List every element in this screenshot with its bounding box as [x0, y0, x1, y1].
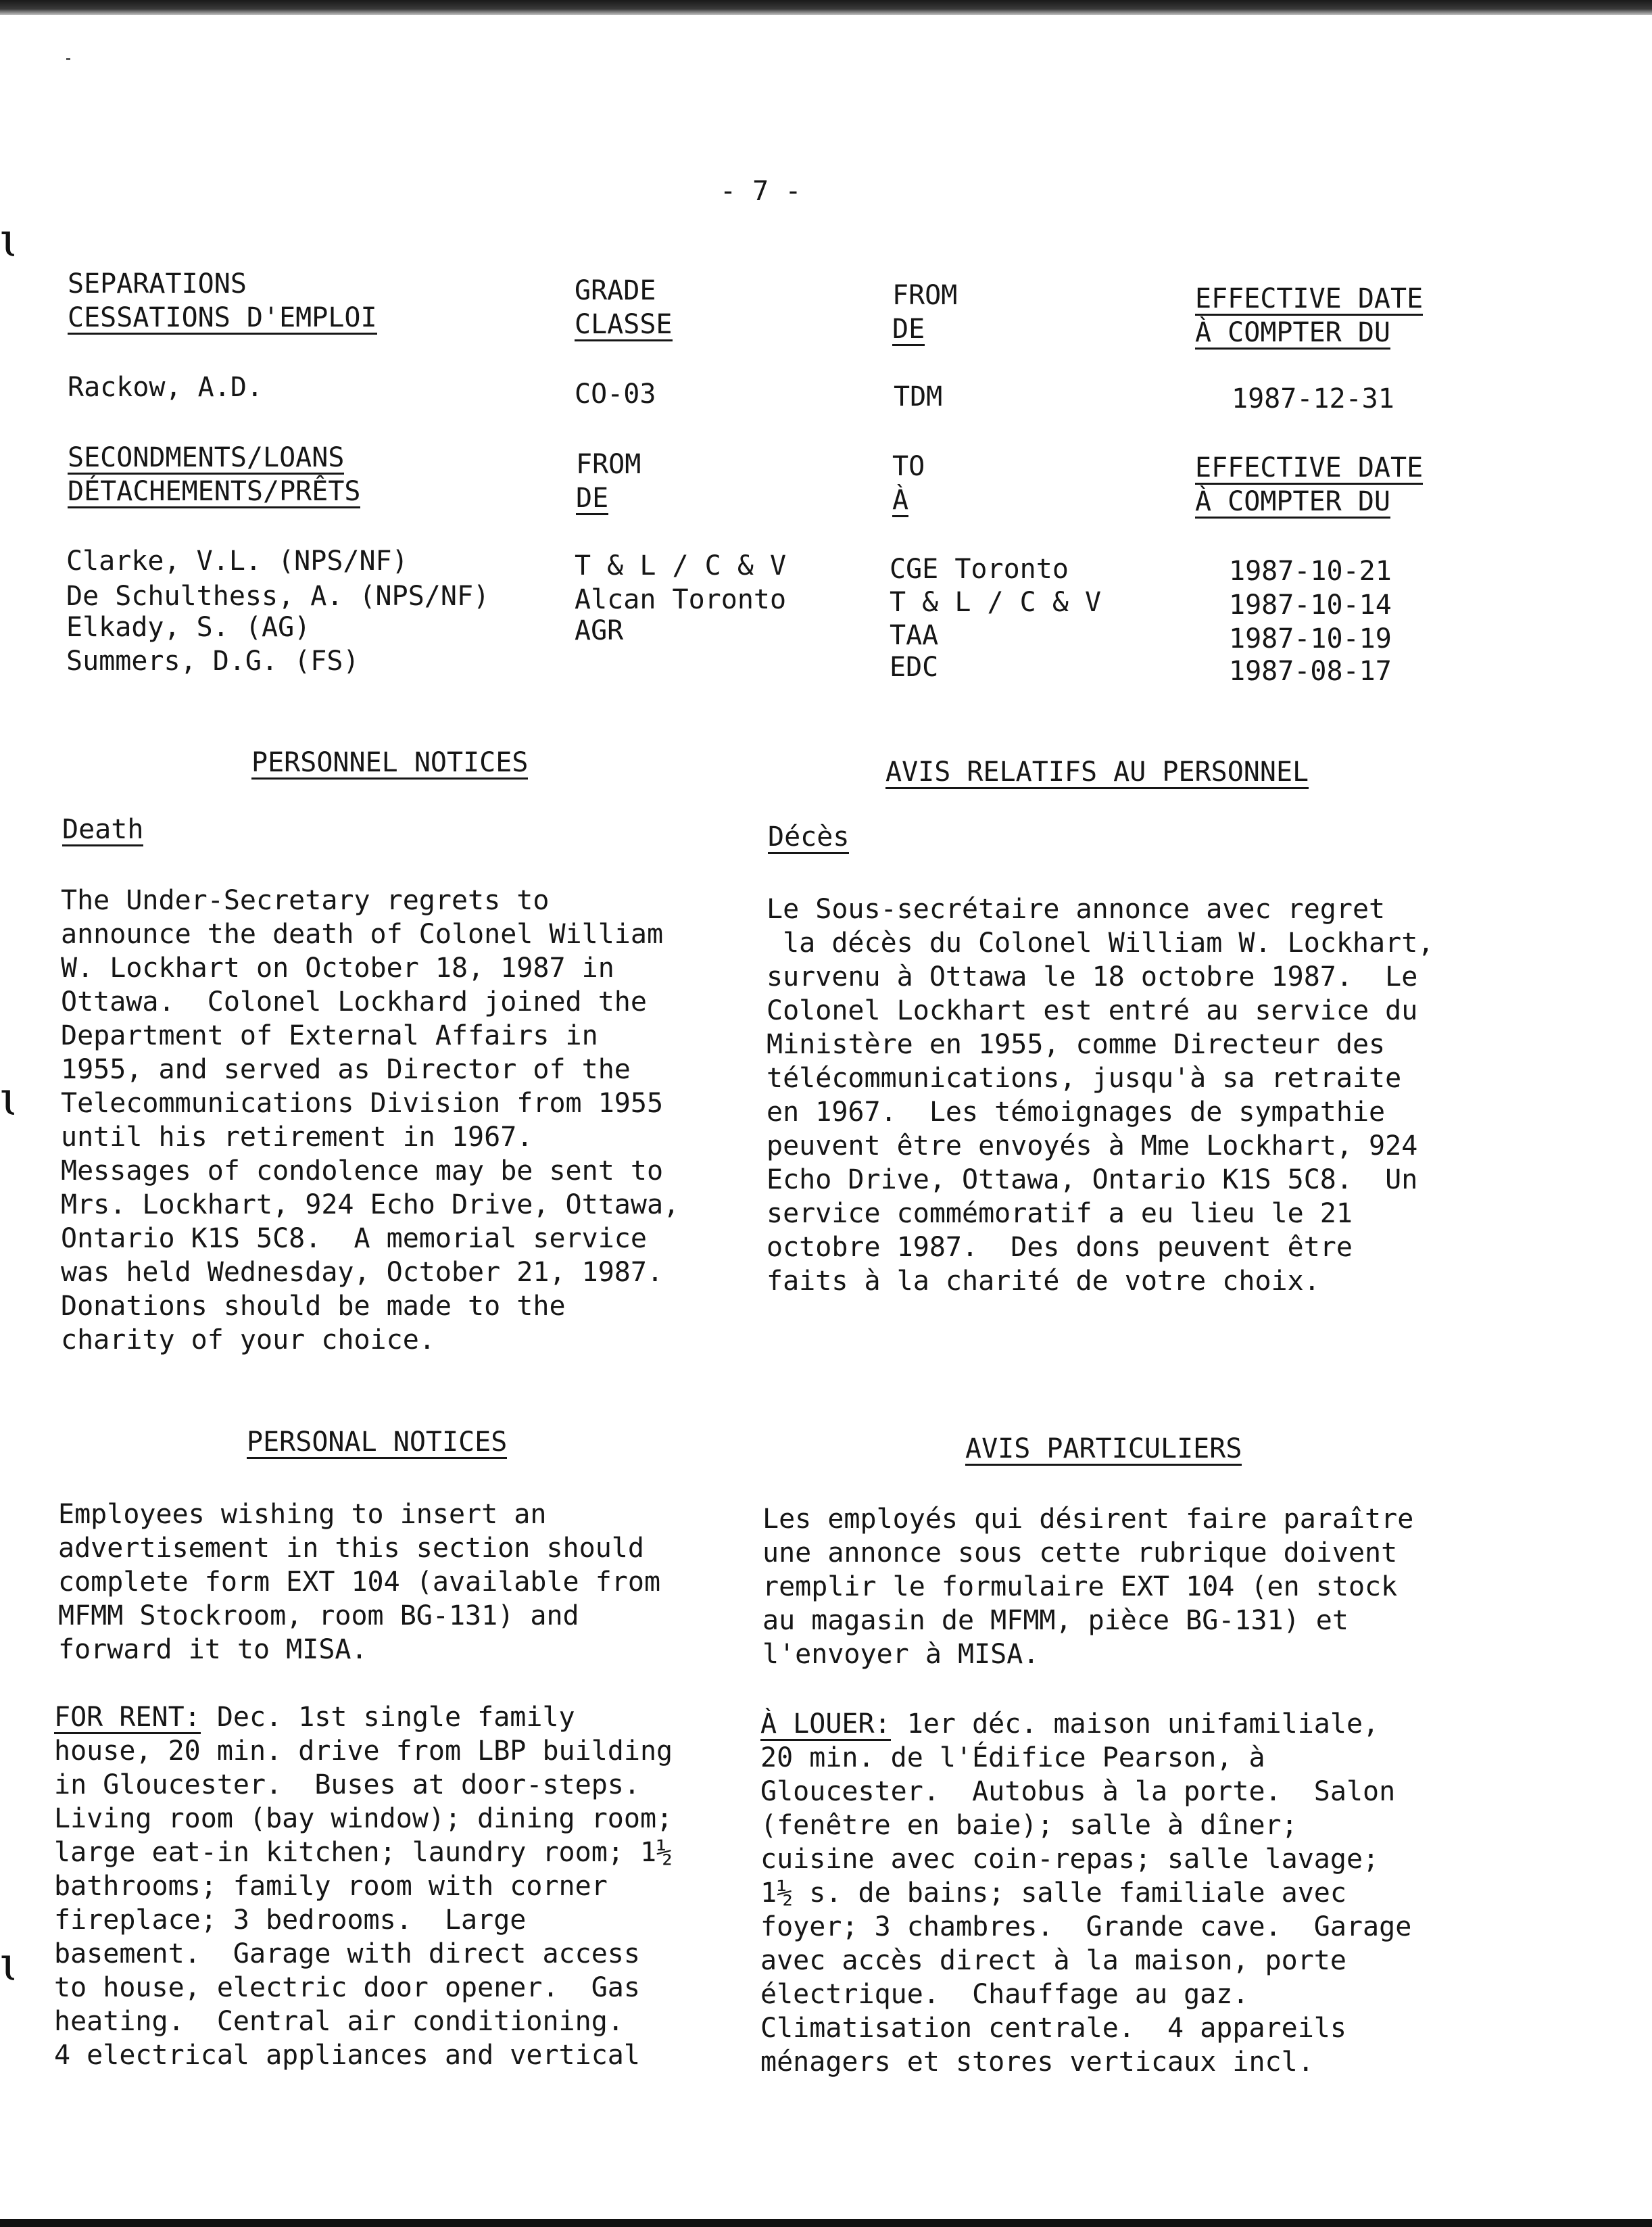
separations-grade-fr: CLASSE [575, 309, 673, 340]
personnel-notices-heading-text: PERSONNEL NOTICES [251, 747, 529, 778]
margin-mark-bottom: ɩ [0, 1936, 19, 1992]
secondments-date-fr: À COMPTER DU [1195, 486, 1390, 517]
separations-header-fr: CESSATIONS D'EMPLOI [68, 302, 377, 333]
a-louer-label: À LOUER: [760, 1708, 891, 1740]
personal-notices-heading [247, 1425, 507, 1459]
avis-personnel-heading [885, 755, 1309, 789]
separations-date-en: EFFECTIVE DATE [1195, 283, 1424, 314]
page-number: - 7 - [720, 176, 802, 207]
death-subheading [62, 813, 143, 846]
avis-personnel-heading-text: AVIS RELATIFS AU PERSONNEL [885, 757, 1309, 788]
personal-notices-heading-text: PERSONAL NOTICES [247, 1427, 508, 1458]
separations-from-fr: DE [892, 314, 925, 345]
for-rent-label: FOR RENT: [54, 1702, 201, 1733]
death-notice-en: The Under-Secretary regrets to announce the death of Colonel William W. Lockhart on October 18, 1987 in Ottawa. Colonel Lockhard joined the Department of External Affairs in 1955, and served as Director of the Telecommunications Division from 1955 until his retirement in 1967. Messages of condolence may be sent to Mrs. Lockhart, 924 Echo Drive, Ottawa, Ontario K1S 5C8. A memorial service was held Wednesday, October 21, 1987. Donations should be made to the charity of your choice. [61, 885, 680, 1356]
secondments-header-name [68, 441, 360, 508]
scan-bottom-edge [0, 2219, 1652, 2227]
secondment-row-to: EDC [890, 652, 939, 683]
secondment-row-from: AGR [575, 615, 624, 646]
separations-header-from [892, 279, 957, 346]
secondments-to-en: TO [892, 451, 925, 482]
avis-particuliers-heading-text: AVIS PARTICULIERS [965, 1433, 1242, 1464]
secondments-to-fr: À [892, 485, 909, 516]
separations-row-name: Rackow, A.D. [68, 372, 263, 403]
a-louer-ad-fr [760, 1707, 1411, 2079]
secondments-header-date [1195, 451, 1423, 519]
secondment-row-from: T & L / C & V [575, 550, 787, 581]
separations-header-en: SEPARATIONS [68, 268, 247, 300]
secondments-from-fr: DE [576, 483, 609, 514]
for-rent-ad-en [54, 1700, 673, 2072]
margin-mark-top: ɩ [0, 212, 19, 268]
avis-particuliers-heading [965, 1432, 1242, 1466]
separations-row-grade: CO-03 [575, 379, 656, 410]
personal-notices-intro-en: Employees wishing to insert an advertisement in this section should complete form EXT 104 (available from MFMM Stockroom, room BG-131) and forward it to MISA. [58, 1499, 661, 1665]
secondment-row-to: TAA [890, 620, 939, 651]
secondments-header-en: SECONDMENTS/LOANS [68, 442, 345, 473]
separations-header-grade [575, 274, 673, 341]
separations-header-date [1195, 282, 1423, 350]
secondment-row-name: Clarke, V.L. (NPS/NF) [66, 546, 408, 577]
secondment-row-date: 1987-10-19 [1229, 623, 1392, 654]
personal-notices-intro-fr: Les employés qui désirent faire paraître une annonce sous cette rubrique doivent remplir le formulaire EXT 104 (en stock au magasin de MFMM, pièce BG-131) et l'envoyer à MISA. [762, 1504, 1414, 1670]
separations-header-name [68, 267, 377, 335]
death-notice-fr: Le Sous-secrétaire annonce avec regret la décès du Colonel William W. Lockhart, survenu à Ottawa le 18 octobre 1987. Le Colonel Lockhart est entré au service du Ministère en 1955, comme Directeur des télécommunications, jusqu'à sa retraite en 1967. Les témoignages de sympathie peuvent être envoyés à Mme Lockhart, 924 Echo Drive, Ottawa, Ontario K1S 5C8. Un service commémoratif a eu lieu le 21 octobre 1987. Des dons peuvent être faits à la charité de votre choix. [767, 894, 1434, 1297]
for-rent-body: Dec. 1st single family house, 20 min. drive from LBP building in Gloucester. Buses at door-steps. Living room (bay window); dining room; large eat-in kitchen; laundry room; 1½ bathrooms; family room with corner fireplace; 3 bedrooms. Large basement. Garage with direct access to house, electric door opener. Gas heating. Central air conditioning. 4 electrical appliances and vertical [54, 1702, 673, 2071]
secondments-from-en: FROM [576, 449, 641, 480]
secondments-header-fr: DÉTACHEMENTS/PRÊTS [68, 476, 361, 507]
secondment-row-date: 1987-10-21 [1229, 556, 1392, 587]
secondments-header-from [576, 448, 641, 515]
deces-subheading [768, 820, 849, 854]
separations-row-from: TDM [894, 381, 943, 412]
secondment-row-name: Elkady, S. (AG) [66, 612, 311, 643]
secondments-header-to [892, 450, 925, 517]
scan-speck [66, 58, 70, 60]
secondment-row-from: Alcan Toronto [575, 584, 787, 615]
margin-mark-middle: ɩ [0, 1071, 19, 1126]
scan-top-edge [0, 0, 1652, 15]
secondment-row-to: T & L / C & V [890, 587, 1102, 618]
secondments-date-en: EFFECTIVE DATE [1195, 452, 1424, 483]
death-subheading-text: Death [62, 814, 144, 845]
secondment-row-name: De Schulthess, A. (NPS/NF) [66, 581, 490, 612]
a-louer-body: 1er déc. maison unifamiliale, 20 min. de l'Édifice Pearson, à Gloucester. Autobus à la porte. Salon (fenêtre en baie); salle à dîner; cuisine avec coin-repas; salle lavage; 1½ s. de bains; salle familiale avec foyer; 3 chambres. Grande cave. Garage avec accès direct à la maison, porte électrique. Chauffage au gaz. Climatisation centrale. 4 appareils ménagers et stores verticaux incl. [760, 1708, 1412, 2078]
secondment-row-to: CGE Toronto [890, 554, 1069, 585]
separations-row-date: 1987-12-31 [1232, 383, 1394, 414]
separations-from-en: FROM [892, 280, 958, 311]
personnel-notices-heading [251, 746, 528, 780]
separations-date-fr: À COMPTER DU [1195, 317, 1390, 348]
secondment-row-date: 1987-08-17 [1229, 656, 1392, 687]
secondment-row-name: Summers, D.G. (FS) [66, 646, 360, 677]
secondment-row-date: 1987-10-14 [1229, 590, 1392, 621]
separations-grade-en: GRADE [575, 275, 656, 306]
deces-subheading-text: Décès [768, 821, 850, 853]
